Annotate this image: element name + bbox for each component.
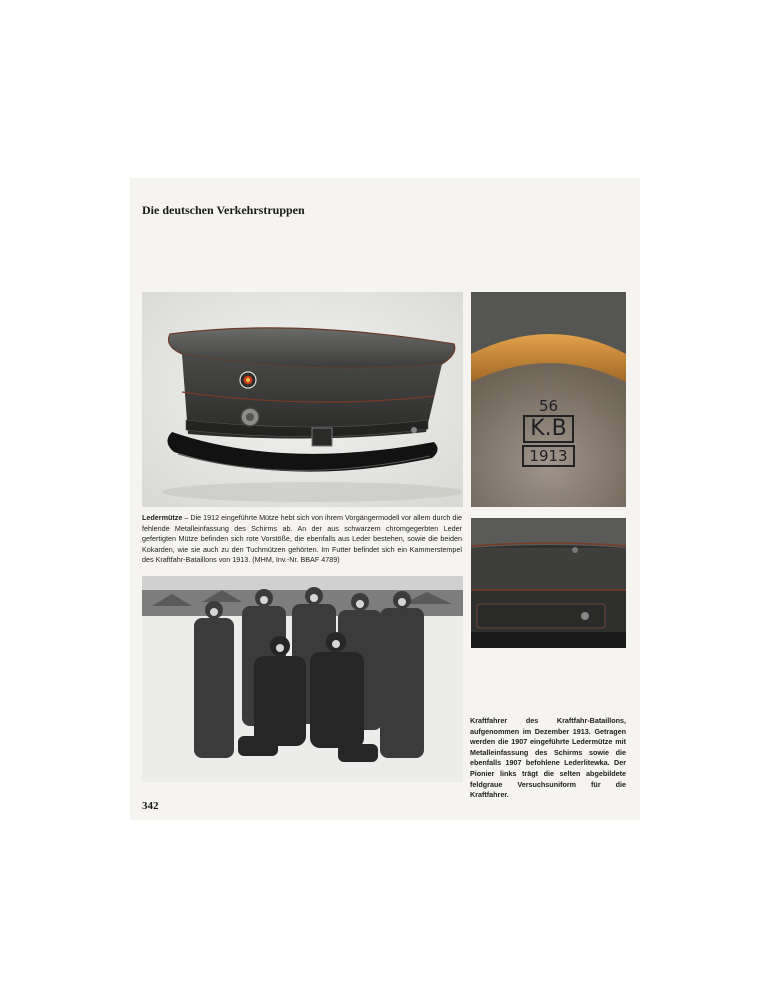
cap-detail-photo	[471, 518, 626, 648]
main-caption	[142, 513, 462, 566]
caption-lead: Ledermütze	[142, 513, 183, 522]
stamp-year: 1913	[522, 445, 574, 467]
soldiers-group-photo	[142, 576, 463, 782]
caption-body: – Die 1912 eingeführte Mütze hebt sich von ihrem Vorgängermodell vor allem durch die fehlende Metalleinfassung des Schirms ab. An der aus schwarzem chromgegerbten Leder gefertigten Mütze befinden sich rote Vorstöße, die ebenfalls aus Leder bestehen, sowie die beiden Kokarden, wie sie auch zu den Tuchmützen gehörten. Im Futter befindet sich ein Kammerstempel des Kraftfahr-Bataillons von 1913. (MHM, Inv.-Nr. BBAF 4789)	[142, 513, 463, 565]
cap-photo	[142, 292, 463, 507]
stamp-unit: K.B	[523, 415, 574, 443]
running-header: Die deutschen Verkehrstruppen	[142, 203, 305, 217]
lining-stamp-photo	[471, 292, 626, 507]
page-number: 342	[142, 800, 159, 812]
stamp-number: 56	[538, 397, 559, 415]
side-caption: Kraftfahrer des Kraftfahr-Bataillons, aufgenommen im Dezember 1913. Getragen werden die 1907 eingeführte Ledermütze mit Metalleinfassung des Schirms sowie die ebenfalls 1907 befohlene Lederlitewka. Der Pionier links trägt die selten abgebildete feldgraue Versuchsuniform für die Kraftfahrer.	[470, 716, 626, 800]
